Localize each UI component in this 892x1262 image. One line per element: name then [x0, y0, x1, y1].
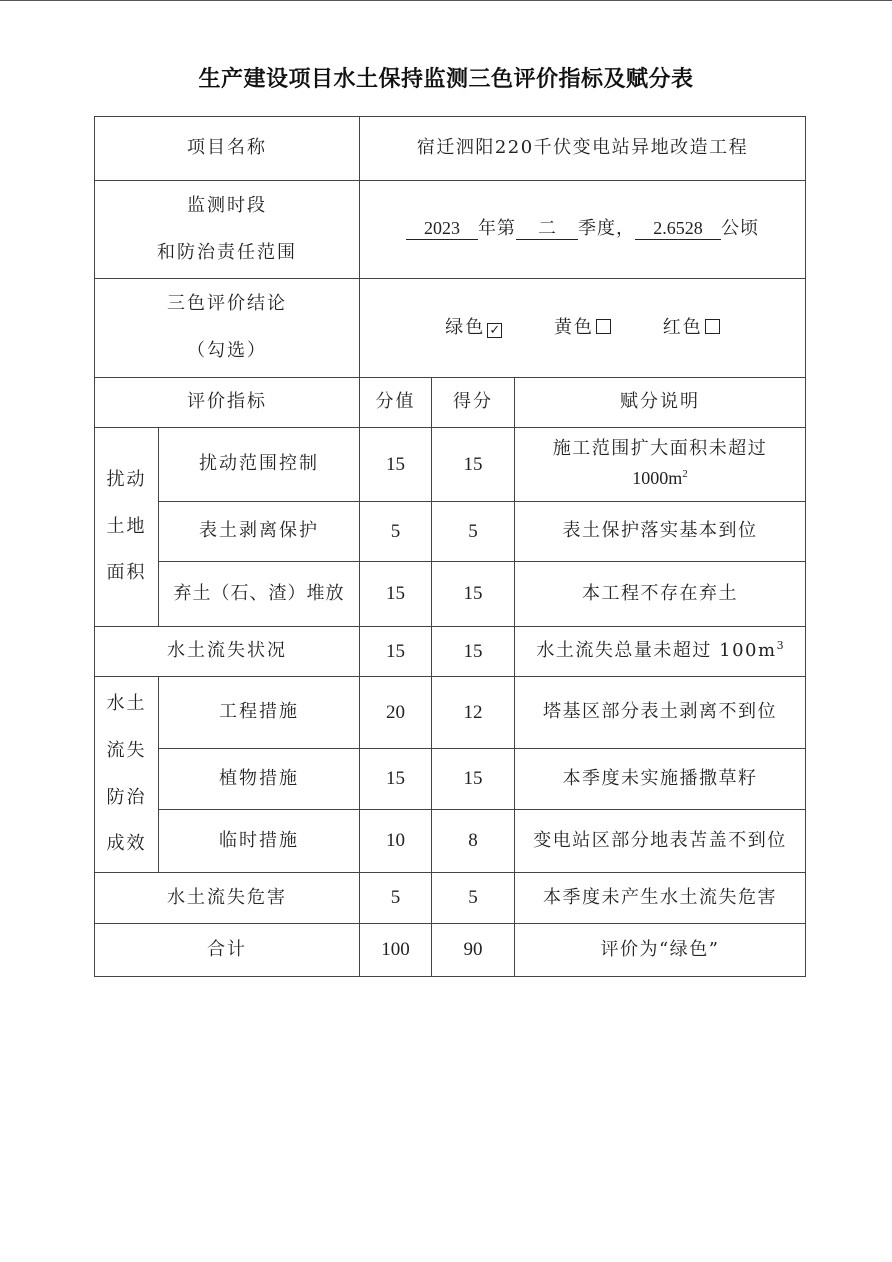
row-score: 15	[432, 749, 515, 810]
header-row	[95, 378, 806, 428]
period-year-suffix: 年第	[478, 218, 516, 240]
total-label: 合计	[95, 924, 360, 977]
period-row	[95, 181, 806, 279]
row-explanation: 本工程不存在弃土	[515, 562, 806, 627]
table-row	[95, 627, 806, 677]
table-row	[95, 749, 806, 810]
option-green	[445, 316, 502, 340]
option-red-checkbox-icon[interactable]	[705, 319, 720, 334]
row-name: 水土流失状况	[95, 627, 360, 677]
row-score: 15	[432, 428, 515, 502]
group-disturbance-line1: 扰动	[106, 468, 147, 490]
row-explanation	[515, 428, 806, 502]
row-points: 5	[360, 873, 432, 924]
row-explanation-text: 水土流失总量未超过 100m	[536, 640, 777, 662]
evaluation-table	[94, 116, 806, 977]
table-row	[95, 562, 806, 627]
row-explanation: 本季度未实施播撒草籽	[515, 749, 806, 810]
total-row	[95, 924, 806, 977]
row-score: 15	[432, 627, 515, 677]
row-explanation-line1: 施工范围扩大面积未超过	[552, 438, 768, 460]
row-score: 12	[432, 677, 515, 749]
row-explanation: 变电站区部分地表苫盖不到位	[515, 810, 806, 873]
row-score: 5	[432, 873, 515, 924]
option-red	[663, 316, 720, 340]
row-points: 15	[360, 428, 432, 502]
row-explanation-sup: 2	[682, 468, 688, 480]
project-label: 项目名称	[95, 117, 360, 181]
group-prevention-line3: 防治	[106, 786, 147, 808]
table-row	[95, 873, 806, 924]
period-area: 2.6528	[635, 219, 721, 240]
row-points: 15	[360, 627, 432, 677]
total-explanation: 评价为“绿色”	[515, 924, 806, 977]
row-explanation-sup: 3	[776, 639, 784, 653]
row-name: 工程措施	[159, 677, 360, 749]
row-points: 15	[360, 562, 432, 627]
conclusion-label	[95, 279, 360, 378]
document-title: 生产建设项目水土保持监测三色评价指标及赋分表	[198, 67, 694, 92]
row-name: 扰动范围控制	[159, 428, 360, 502]
period-value	[360, 181, 806, 279]
table-row	[95, 810, 806, 873]
group-disturbance-line3: 面积	[106, 562, 147, 584]
conclusion-options	[360, 279, 806, 378]
option-green-label: 绿色	[445, 316, 486, 338]
period-label-line1: 监测时段	[187, 194, 267, 216]
row-score: 15	[432, 562, 515, 627]
group-prevention	[95, 677, 159, 873]
option-yellow-label: 黄色	[554, 316, 594, 338]
row-name: 水土流失危害	[95, 873, 360, 924]
group-prevention-line2: 流失	[106, 739, 147, 761]
period-quarter-suffix: 季度，	[578, 218, 635, 240]
total-score: 90	[432, 924, 515, 977]
total-points: 100	[360, 924, 432, 977]
row-name: 临时措施	[159, 810, 360, 873]
group-disturbance-line2: 土地	[106, 515, 147, 537]
header-explanation: 赋分说明	[515, 378, 806, 428]
header-score: 得分	[432, 378, 515, 428]
option-green-checkbox-icon[interactable]: ✓	[487, 323, 502, 338]
conclusion-label-line1: 三色评价结论	[167, 293, 287, 315]
header-points: 分值	[360, 378, 432, 428]
project-row	[95, 117, 806, 181]
row-name: 弃土（石、渣）堆放	[159, 562, 360, 627]
period-quarter: 二	[516, 219, 578, 240]
row-score: 5	[432, 502, 515, 562]
row-points: 20	[360, 677, 432, 749]
project-value: 宿迁泗阳220千伏变电站异地改造工程	[360, 117, 806, 181]
row-points: 10	[360, 810, 432, 873]
row-points: 5	[360, 502, 432, 562]
option-red-label: 红色	[662, 316, 703, 338]
option-yellow-checkbox-icon[interactable]	[596, 319, 611, 334]
row-points: 15	[360, 749, 432, 810]
group-disturbance	[95, 428, 159, 627]
period-area-unit: 公顷	[721, 218, 759, 240]
row-explanation: 本季度未产生水土流失危害	[515, 873, 806, 924]
period-label-line2: 和防治责任范围	[157, 241, 297, 263]
table-row	[95, 428, 806, 502]
row-name: 表土剥离保护	[159, 502, 360, 562]
period-label	[95, 181, 360, 279]
header-indicator: 评价指标	[95, 378, 360, 428]
row-explanation-line2: 1000m	[632, 468, 683, 488]
row-name: 植物措施	[159, 749, 360, 810]
group-prevention-line1: 水土	[106, 692, 147, 714]
page-top-border	[0, 0, 892, 1]
group-prevention-line4: 成效	[106, 833, 147, 855]
period-year: 2023	[406, 219, 478, 240]
row-explanation: 塔基区部分表土剥离不到位	[515, 677, 806, 749]
conclusion-label-line2: （勾选）	[187, 340, 267, 361]
row-score: 8	[432, 810, 515, 873]
table-row	[95, 677, 806, 749]
option-yellow	[554, 316, 611, 340]
table-row	[95, 502, 806, 562]
conclusion-row	[95, 279, 806, 378]
row-explanation	[515, 627, 806, 677]
row-explanation: 表土保护落实基本到位	[515, 502, 806, 562]
